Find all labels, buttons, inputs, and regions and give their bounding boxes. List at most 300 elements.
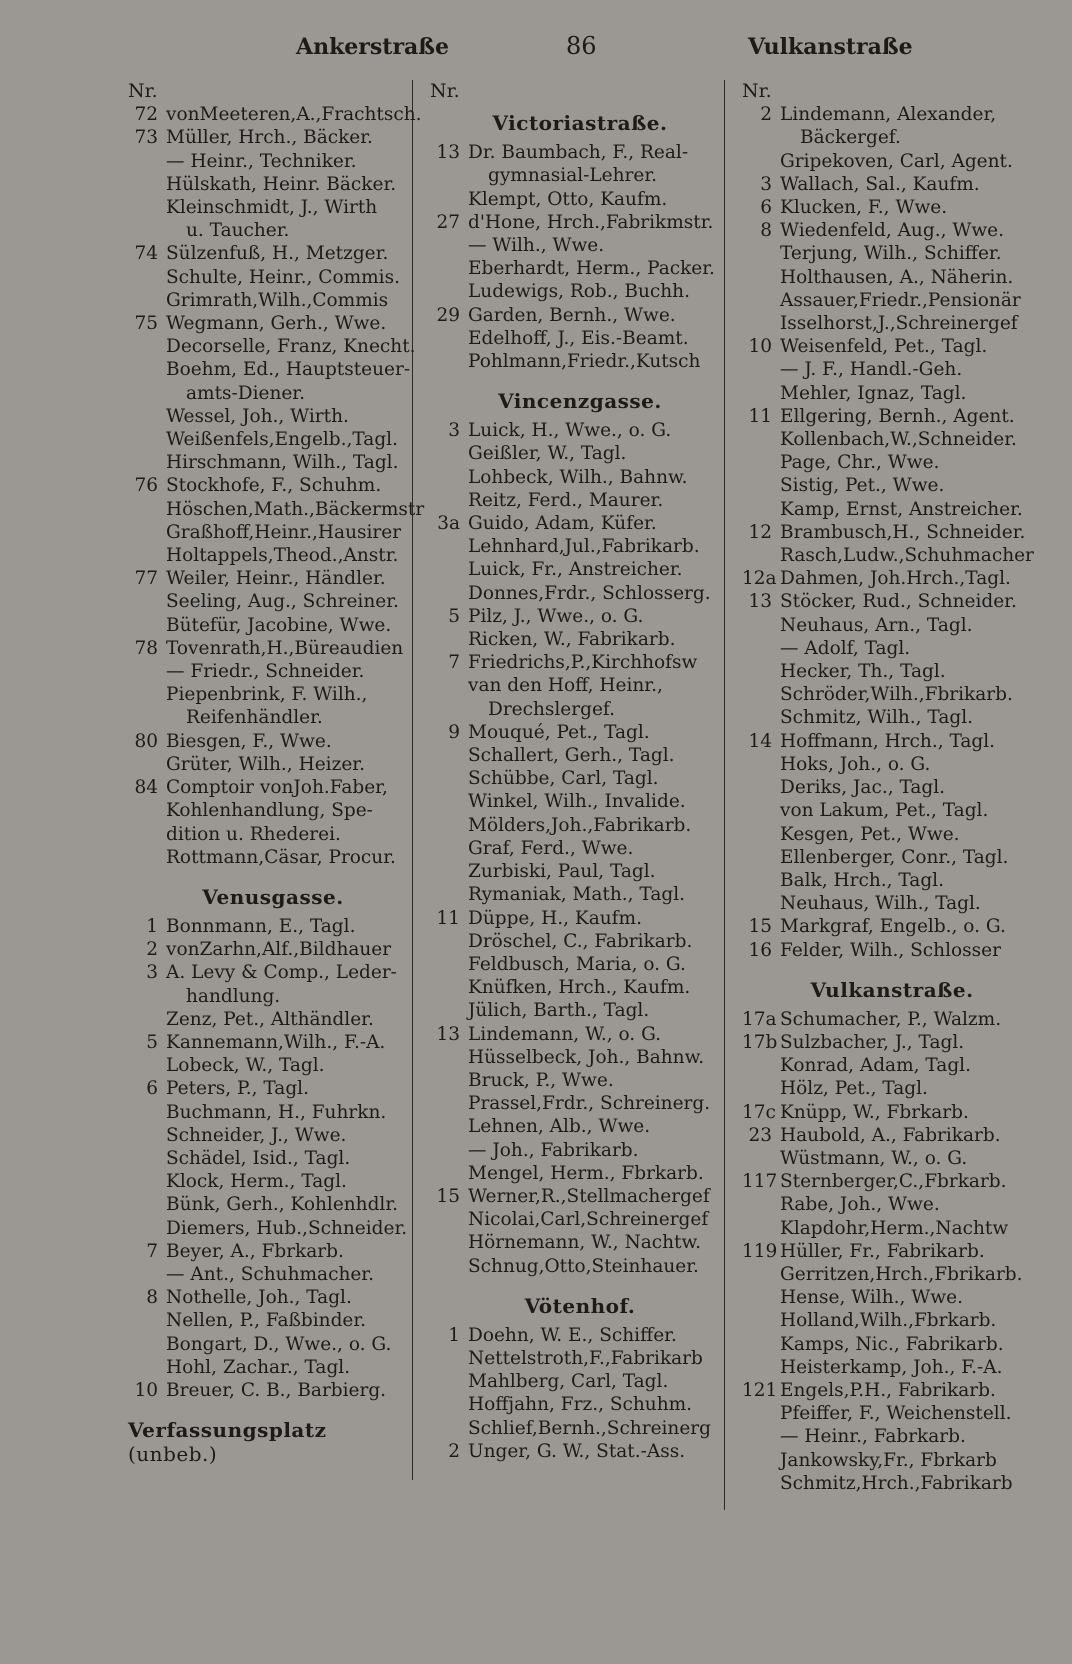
house-number: 13: [748, 591, 772, 613]
resident-text: Sternberger,C.,Fbrkarb.: [780, 1171, 1007, 1193]
house-number: 17c: [742, 1101, 776, 1123]
directory-entry: [128, 1008, 418, 1031]
resident-text: Schnug,Otto,Steinhauer.: [468, 1255, 699, 1277]
resident-text: Stöcker, Rud., Schneider.: [780, 591, 1017, 613]
house-number: 3: [448, 420, 460, 442]
house-number: 74: [134, 243, 158, 265]
resident-text: Feldbusch, Maria, o. G.: [468, 953, 686, 975]
resident-text: Biesgen, F., Wwe.: [166, 730, 332, 752]
directory-entry: [742, 474, 1042, 497]
resident-text: handlung.: [186, 985, 281, 1007]
directory-entry: [128, 498, 425, 521]
directory-entry: [128, 196, 418, 219]
directory-entry: [128, 335, 418, 358]
directory-entry: [742, 1193, 1042, 1216]
directory-entry: [430, 188, 730, 211]
house-number: 75: [134, 313, 158, 335]
resident-text: Rymaniak, Math., Tagl.: [468, 884, 685, 906]
heading-text: Verfassungsplatz: [128, 1418, 327, 1443]
resident-text: Hüller, Fr., Fabrikarb.: [780, 1240, 985, 1262]
resident-text: Kohlenhandlung, Spe-: [166, 800, 373, 822]
house-number: 5: [146, 1031, 158, 1053]
house-number: 23: [748, 1124, 772, 1146]
resident-text: Bäckergef.: [800, 127, 901, 149]
resident-text: Mengel, Herm., Fbrkarb.: [468, 1162, 704, 1184]
house-number: 3a: [437, 513, 460, 535]
resident-text: Piepenbrink, F. Wilh.,: [166, 684, 368, 706]
directory-entry: [430, 1023, 730, 1046]
directory-entry: [128, 730, 418, 753]
directory-entry: [430, 999, 730, 1022]
directory-entry: [430, 930, 730, 953]
nr-label: Nr.: [430, 80, 460, 102]
house-number: 13: [436, 1023, 460, 1045]
nr-label: Nr.: [742, 80, 772, 102]
resident-text: Hüsselbeck, Joh., Bahnw.: [468, 1046, 705, 1068]
directory-entry: [742, 614, 1042, 637]
directory-entry: [742, 382, 1042, 405]
resident-text: Nellen, P., Faßbinder.: [166, 1310, 367, 1332]
resident-text: Heisterkamp, Joh., F.-A.: [780, 1356, 1003, 1378]
directory-entry: [128, 961, 418, 984]
directory-entry: [742, 103, 1042, 126]
resident-text: Assauer,Friedr.,Pensionär: [780, 289, 1021, 311]
house-number: 7: [448, 652, 460, 674]
directory-entry: [430, 1347, 730, 1370]
resident-text: Wüstmann, W., o. G.: [780, 1147, 968, 1169]
directory-entry: [128, 846, 418, 869]
resident-text: Knüpp, W., Fbrkarb.: [780, 1101, 969, 1123]
directory-entry: [128, 1101, 418, 1124]
resident-text: Mouqué, Pet., Tagl.: [468, 721, 650, 743]
resident-text: d'Hone, Hrch.,Fabrikmstr.: [468, 211, 714, 233]
house-number: 77: [134, 568, 158, 590]
house-number: 8: [146, 1287, 158, 1309]
directory-entry: [430, 953, 730, 976]
entry-list: [742, 1008, 1042, 1495]
directory-entry: [128, 358, 418, 381]
directory-entry: [430, 211, 730, 234]
resident-text: Lehnhard,Jul.,Fabrikarb.: [468, 536, 700, 558]
house-number: 10: [134, 1379, 158, 1401]
resident-text: — Heinr., Techniker.: [166, 150, 357, 172]
directory-entry: [742, 544, 1042, 567]
resident-text: Zurbiski, Paul, Tagl.: [468, 861, 656, 883]
directory-entry: [430, 141, 730, 164]
heading-note: (unbeb.): [128, 1442, 218, 1467]
house-number: 80: [134, 730, 158, 752]
directory-entry: [430, 790, 730, 813]
house-number: 72: [134, 104, 158, 126]
house-number: 6: [760, 197, 772, 219]
directory-entry: [742, 521, 1042, 544]
resident-text: Nicolai,Carl,Schreinergef: [468, 1209, 709, 1231]
resident-text: Kamps, Nic., Fabrikarb.: [780, 1333, 1004, 1355]
directory-entry: [742, 567, 1042, 590]
resident-text: Tovenrath,H.,Büreaudien: [166, 637, 404, 659]
house-number: 2: [760, 104, 772, 126]
street-heading-vincenzgasse: Vincenzgasse.: [498, 389, 662, 414]
directory-entry: [430, 628, 730, 651]
resident-text: Balk, Hrch., Tagl.: [780, 869, 944, 891]
resident-text: Grimrath,Wilh.,Commis: [166, 289, 389, 311]
resident-text: Kollenbach,W.,Schneider.: [780, 429, 1017, 451]
house-number: 6: [146, 1078, 158, 1100]
resident-text: — Adolf, Tagl.: [780, 637, 911, 659]
directory-entry: [128, 150, 418, 173]
street-heading-venusgasse: Venusgasse.: [202, 884, 344, 909]
resident-text: Graßhoff,Heinr.,Hausirer: [166, 521, 402, 543]
resident-text: Hoffmann, Hrch., Tagl.: [780, 730, 996, 752]
resident-text: Schröder,Wilh.,Fbrikarb.: [780, 684, 1013, 706]
resident-text: Hoks, Joh., o. G.: [780, 753, 931, 775]
resident-text: Luick, H., Wwe., o. G.: [468, 420, 672, 442]
column-1: [128, 80, 425, 1472]
resident-text: Breuer, C. B., Barbierg.: [166, 1379, 387, 1401]
resident-text: Kannemann,Wilh., F.-A.: [166, 1031, 386, 1053]
directory-entry: [128, 219, 418, 242]
resident-text: u. Taucher.: [186, 220, 290, 242]
directory-entry: [128, 126, 418, 149]
directory-entry: [742, 1101, 1042, 1124]
house-number: 3: [146, 962, 158, 984]
resident-text: Weisenfeld, Pet., Tagl.: [780, 336, 988, 358]
directory-entry: [128, 590, 418, 613]
directory-entry: [742, 1356, 1042, 1379]
directory-entry: [128, 637, 418, 660]
resident-text: Ellgering, Bernh., Agent.: [780, 405, 1015, 427]
resident-text: Weiler, Heinr., Händler.: [166, 568, 386, 590]
directory-entry: [430, 1324, 730, 1347]
directory-entry: [742, 1147, 1042, 1170]
resident-text: Bünk, Gerh., Kohlenhdlr.: [166, 1194, 399, 1216]
resident-text: Neuhaus, Arn., Tagl.: [780, 614, 973, 636]
directory-entry: [430, 234, 730, 257]
directory-entry: [430, 442, 730, 465]
resident-text: Ludewigs, Rob., Buchh.: [468, 281, 690, 303]
directory-entry: [742, 590, 1042, 613]
resident-text: Page, Chr., Wwe.: [780, 452, 940, 474]
house-number: 17b: [742, 1031, 778, 1053]
resident-text: Jülich, Barth., Tagl.: [468, 1000, 650, 1022]
house-number: 78: [134, 637, 158, 659]
directory-entry: [430, 744, 730, 767]
resident-text: Lehnen, Alb., Wwe.: [468, 1116, 651, 1138]
resident-text: Hense, Wilh., Wwe.: [780, 1287, 963, 1309]
resident-text: Holland,Wilh.,Fbrkarb.: [780, 1310, 997, 1332]
directory-entry: [742, 1402, 1042, 1425]
directory-entry: [128, 242, 418, 265]
directory-entry: [430, 814, 730, 837]
resident-text: Wegmann, Gerh., Wwe.: [166, 313, 387, 335]
resident-text: Kleinschmidt, J., Wirth: [166, 197, 378, 219]
entry-list: [430, 419, 730, 1278]
resident-text: Unger, G. W., Stat.-Ass.: [468, 1440, 686, 1462]
column-3: [742, 80, 1042, 1495]
directory-entry: [430, 1370, 730, 1393]
resident-text: Kamp, Ernst, Anstreicher.: [780, 498, 1023, 520]
directory-entry: [430, 512, 730, 535]
directory-entry: [430, 674, 730, 697]
resident-text: Pfeiffer, F., Weichenstell.: [780, 1403, 1012, 1425]
directory-entry: [742, 1379, 1042, 1402]
house-number: 13: [436, 142, 460, 164]
house-number: 2: [146, 939, 158, 961]
directory-entry: [742, 1054, 1042, 1077]
entry-list: [128, 915, 418, 1402]
resident-text: Stockhofe, F., Schuhm.: [166, 475, 382, 497]
directory-entry: [128, 544, 418, 567]
house-number: 84: [134, 777, 158, 799]
resident-text: Edelhoff, J., Eis.-Beamt.: [468, 327, 689, 349]
resident-text: Comptoir vonJoh.Faber,: [166, 777, 388, 799]
resident-text: gymnasial-Lehrer.: [488, 165, 658, 187]
resident-text: Pilz, J., Wwe., o. G.: [468, 605, 644, 627]
resident-text: Felder, Wilh., Schlosser: [780, 939, 1001, 961]
resident-text: Grüter, Wilh., Heizer.: [166, 753, 365, 775]
directory-entry: [430, 1185, 730, 1208]
resident-text: van den Hoff, Heinr.,: [468, 675, 663, 697]
directory-entry: [128, 312, 418, 335]
directory-entry: [430, 558, 730, 581]
resident-text: Bongart, D., Wwe., o. G.: [166, 1333, 392, 1355]
resident-text: Schumacher, P., Walzm.: [780, 1008, 1002, 1030]
directory-entry: [430, 1069, 730, 1092]
resident-text: — Friedr., Schneider.: [166, 661, 365, 683]
directory-entry: [128, 1077, 418, 1100]
street-heading-victoriastrasse: Victoriastraße.: [492, 111, 668, 136]
resident-text: Müller, Hrch., Bäcker.: [166, 127, 373, 149]
resident-text: Boehm, Ed., Hauptsteuer-: [166, 359, 411, 381]
directory-entry: [742, 196, 1042, 219]
directory-entry: [742, 150, 1042, 173]
resident-text: Seeling, Aug., Schreiner.: [166, 591, 399, 613]
directory-entry: [742, 335, 1042, 358]
directory-entry: [742, 776, 1042, 799]
directory-entry: [742, 405, 1042, 428]
directory-entry: [742, 219, 1042, 242]
directory-entry: [742, 730, 1042, 753]
directory-entry: [430, 466, 730, 489]
directory-entry: [128, 1263, 418, 1286]
directory-entry: [742, 1309, 1042, 1332]
directory-entry: [128, 521, 418, 544]
directory-entry: [430, 327, 730, 350]
resident-text: Schlief,Bernh.,Schreinerg: [468, 1417, 711, 1439]
resident-text: Reifenhändler.: [186, 707, 323, 729]
directory-entry: [430, 257, 730, 280]
resident-text: Nothelle, Joh., Tagl.: [166, 1287, 352, 1309]
directory-entry: [430, 304, 730, 327]
house-number: 12: [748, 521, 772, 543]
directory-entry: [128, 428, 418, 451]
resident-text: Terjung, Wilh., Schiffer.: [780, 243, 1002, 265]
directory-entry: [128, 683, 418, 706]
house-number: 5: [448, 605, 460, 627]
resident-text: Lobeck, W., Tagl.: [166, 1055, 325, 1077]
resident-text: Garden, Bernh., Wwe.: [468, 304, 676, 326]
directory-entry: [742, 1333, 1042, 1356]
directory-entry: [742, 289, 1042, 312]
resident-text: Drechslergef.: [488, 698, 615, 720]
resident-text: Schübbe, Carl, Tagl.: [468, 768, 659, 790]
resident-text: Klock, Herm., Tagl.: [166, 1171, 347, 1193]
directory-entry: [128, 1356, 418, 1379]
directory-entry: [128, 1031, 418, 1054]
street-heading-voetenhof: Vötenhof.: [524, 1293, 636, 1318]
directory-entry: [430, 837, 730, 860]
directory-entry: [430, 164, 730, 187]
resident-text: Rasch,Ludw.,Schuhmacher: [780, 545, 1034, 567]
resident-text: Winkel, Wilh., Invalide.: [468, 791, 686, 813]
directory-entry: [742, 915, 1042, 938]
resident-text: Dahmen, Joh.Hrch.,Tagl.: [780, 568, 1011, 590]
resident-text: vonZarhn,Alf.,Bildhauer: [166, 939, 392, 961]
directory-entry: [742, 266, 1042, 289]
directory-entry: [128, 103, 422, 126]
resident-text: Hülskath, Heinr. Bäcker.: [166, 173, 397, 195]
directory-entry: [742, 939, 1042, 962]
directory-entry: [430, 350, 730, 373]
directory-entry: [742, 753, 1042, 776]
directory-entry: [742, 892, 1042, 915]
resident-text: Peters, P., Tagl.: [166, 1078, 309, 1100]
resident-text: Sistig, Pet., Wwe.: [780, 475, 945, 497]
directory-entry: [742, 846, 1042, 869]
directory-entry: [128, 173, 418, 196]
directory-entry: [742, 451, 1042, 474]
directory-entry: [430, 698, 730, 721]
house-number: 1: [448, 1324, 460, 1346]
house-number: 14: [748, 730, 772, 752]
resident-text: Schallert, Gerh., Tagl.: [468, 745, 675, 767]
house-number: 76: [134, 475, 158, 497]
resident-text: Donnes,Frdr., Schlosserg.: [468, 582, 711, 604]
directory-entry: [742, 660, 1042, 683]
directory-entry: [128, 474, 418, 497]
directory-entry: [430, 767, 730, 790]
resident-text: amts-Diener.: [186, 382, 306, 404]
directory-entry: [430, 1417, 730, 1440]
directory-entry: [128, 1217, 418, 1240]
directory-entry: [742, 1077, 1042, 1100]
directory-entry: [430, 1092, 730, 1115]
resident-text: — Joh., Fabrikarb.: [468, 1139, 639, 1161]
resident-text: Mahlberg, Carl, Tagl.: [468, 1371, 669, 1393]
resident-text: Doehn, W. E., Schiffer.: [468, 1324, 677, 1346]
directory-entry: [430, 883, 730, 906]
directory-entry: [430, 280, 730, 303]
resident-text: Sülzenfuß, H., Metzger.: [166, 243, 389, 265]
running-head-right: Vulkanstraße: [748, 34, 913, 60]
directory-entry: [742, 1240, 1042, 1263]
resident-text: Lohbeck, Wilh., Bahnw.: [468, 466, 688, 488]
directory-entry: [128, 1170, 418, 1193]
resident-text: Hecker, Th., Tagl.: [780, 661, 946, 683]
resident-text: Lindemann, W., o. G.: [468, 1023, 662, 1045]
directory-entry: [128, 799, 418, 822]
directory-entry: [742, 1031, 1042, 1054]
directory-entry: [430, 1115, 730, 1138]
directory-entry: [430, 907, 730, 930]
directory-entry: [128, 1054, 418, 1077]
nr-label: Nr.: [128, 80, 158, 102]
directory-entry: [430, 1231, 730, 1254]
resident-text: Konrad, Adam, Tagl.: [780, 1055, 971, 1077]
resident-text: Weißenfels,Engelb.,Tagl.: [166, 429, 398, 451]
resident-text: — J. F., Handl.-Geh.: [780, 359, 963, 381]
directory-entry: [430, 1255, 730, 1278]
house-number: 117: [742, 1171, 778, 1193]
directory-entry: [742, 312, 1042, 335]
directory-entry: [430, 489, 730, 512]
resident-text: Prassel,Frdr., Schreinerg.: [468, 1093, 711, 1115]
resident-text: Mehler, Ignaz, Tagl.: [780, 382, 967, 404]
resident-text: A. Levy & Comp., Leder-: [166, 962, 397, 984]
directory-entry: [742, 637, 1042, 660]
resident-text: Neuhaus, Wilh., Tagl.: [780, 893, 981, 915]
resident-text: Ellenberger, Conr., Tagl.: [780, 846, 1009, 868]
resident-text: Höschen,Math.,Bäckermstr: [166, 498, 425, 520]
directory-entry: [128, 451, 418, 474]
resident-text: — Heinr., Fabrkarb.: [780, 1426, 966, 1448]
house-number: 73: [134, 127, 158, 149]
resident-text: Hoffjahn, Frz., Schuhm.: [468, 1394, 693, 1416]
entry-list: [430, 1324, 730, 1463]
resident-text: Buchmann, H., Fuhrkn.: [166, 1101, 387, 1123]
running-head-left: Ankerstraße: [296, 34, 450, 60]
directory-entry: [742, 1449, 1042, 1472]
directory-entry: [430, 535, 730, 558]
resident-text: — Wilh., Wwe.: [468, 235, 605, 257]
resident-text: Bruck, P., Wwe.: [468, 1069, 614, 1091]
directory-entry: [128, 660, 418, 683]
directory-entry: [430, 1139, 730, 1162]
resident-text: Dr. Baumbach, F., Real-: [468, 142, 689, 164]
resident-text: Bonnmann, E., Tagl.: [166, 915, 356, 937]
directory-entry: [430, 1440, 730, 1463]
directory-entry: [742, 683, 1042, 706]
resident-text: Hohl, Zachar., Tagl.: [166, 1356, 351, 1378]
resident-text: Schmitz,Hrch.,Fabrikarb: [780, 1472, 1013, 1494]
resident-text: Markgraf, Engelb., o. G.: [780, 916, 1006, 938]
resident-text: Düppe, H., Kaufm.: [468, 907, 642, 929]
resident-text: Hölz, Pet., Tagl.: [780, 1078, 928, 1100]
resident-text: Geißler, W., Tagl.: [468, 443, 627, 465]
resident-text: Hirschmann, Wilh., Tagl.: [166, 452, 399, 474]
directory-entry: [742, 1286, 1042, 1309]
entry-list: [430, 141, 730, 373]
house-number: 7: [146, 1240, 158, 1262]
resident-text: Wallach, Sal., Kaufm.: [780, 173, 980, 195]
resident-text: Isselhorst,J.,Schreinergef: [780, 313, 1018, 335]
directory-entry: [742, 706, 1042, 729]
resident-text: Engels,P.H., Fabrikarb.: [780, 1379, 996, 1401]
resident-text: Gripekoven, Carl, Agent.: [780, 150, 1013, 172]
page-header: [0, 30, 1072, 70]
resident-text: Kesgen, Pet., Wwe.: [780, 823, 960, 845]
house-number: 121: [742, 1379, 778, 1401]
directory-entry: [430, 860, 730, 883]
resident-text: Klempt, Otto, Kaufm.: [468, 188, 668, 210]
directory-entry: [742, 1263, 1042, 1286]
directory-entry: [128, 289, 418, 312]
house-number: 27: [436, 211, 460, 233]
directory-entry: [742, 498, 1042, 521]
directory-entry: [430, 721, 730, 744]
resident-text: Ricken, W., Fabrikarb.: [468, 629, 676, 651]
directory-entry: [430, 1046, 730, 1069]
